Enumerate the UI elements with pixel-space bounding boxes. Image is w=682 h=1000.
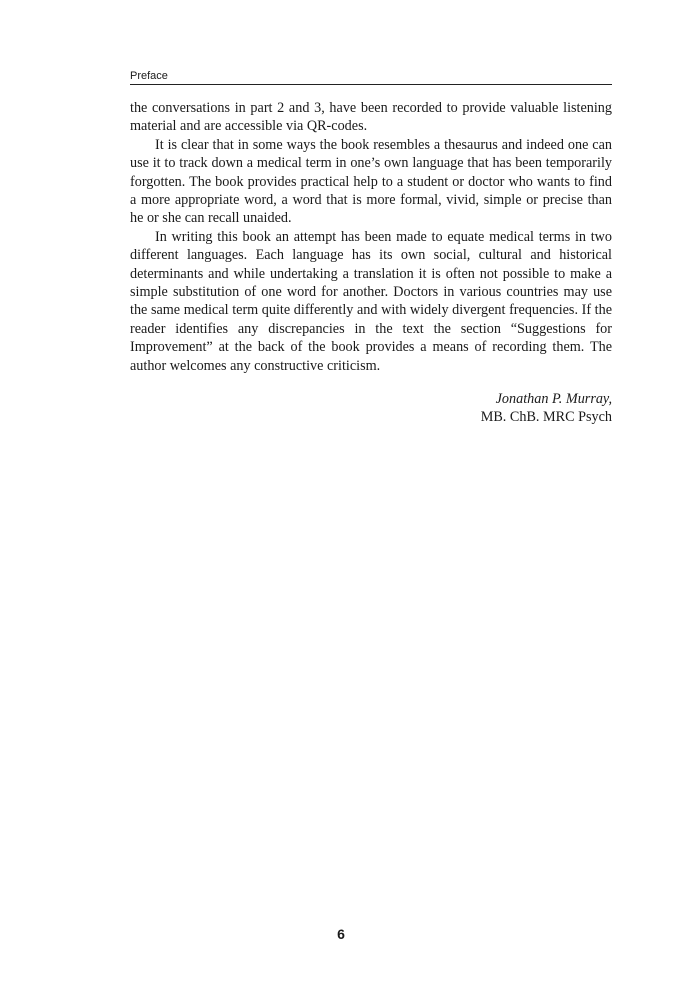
section-title: Preface: [130, 70, 168, 82]
page-number: 6: [337, 926, 345, 942]
preface-body: [130, 99, 612, 375]
running-header: [130, 70, 612, 85]
signature-block: [130, 390, 612, 426]
paragraph: It is clear that in some ways the book resembles a thesaurus and indeed one can use it to track down a medical term in one’s own language that has been temporarily forgotten. The book provides practical help to a student or doctor who wants to find a more appropriate word, a word that is more formal, vivid, simple or precise than he or she can recall unaided.: [130, 136, 612, 227]
author-name: Jonathan P. Murray,: [495, 391, 612, 407]
paragraph: the conversations in part 2 and 3, have been recorded to provide valuable listening material and are accessible via QR-codes.: [130, 100, 612, 135]
author-credentials: MB. ChB. MRC Psych: [480, 409, 612, 425]
paragraph: In writing this book an attempt has been made to equate medical terms in two different languages. Each language has its own social, cultural and historical determinants and while undertaking a translation it is often not possible to make a simple substitution of one word for another. Doctors in various countries may use the same medical term quite differently and with widely divergent frequencies. If the reader identifies any discrepancies in the text the section “Suggestions for Improvement” at the back of the book provides a means of recording them. The author welcomes any constructive criticism.: [130, 228, 612, 374]
